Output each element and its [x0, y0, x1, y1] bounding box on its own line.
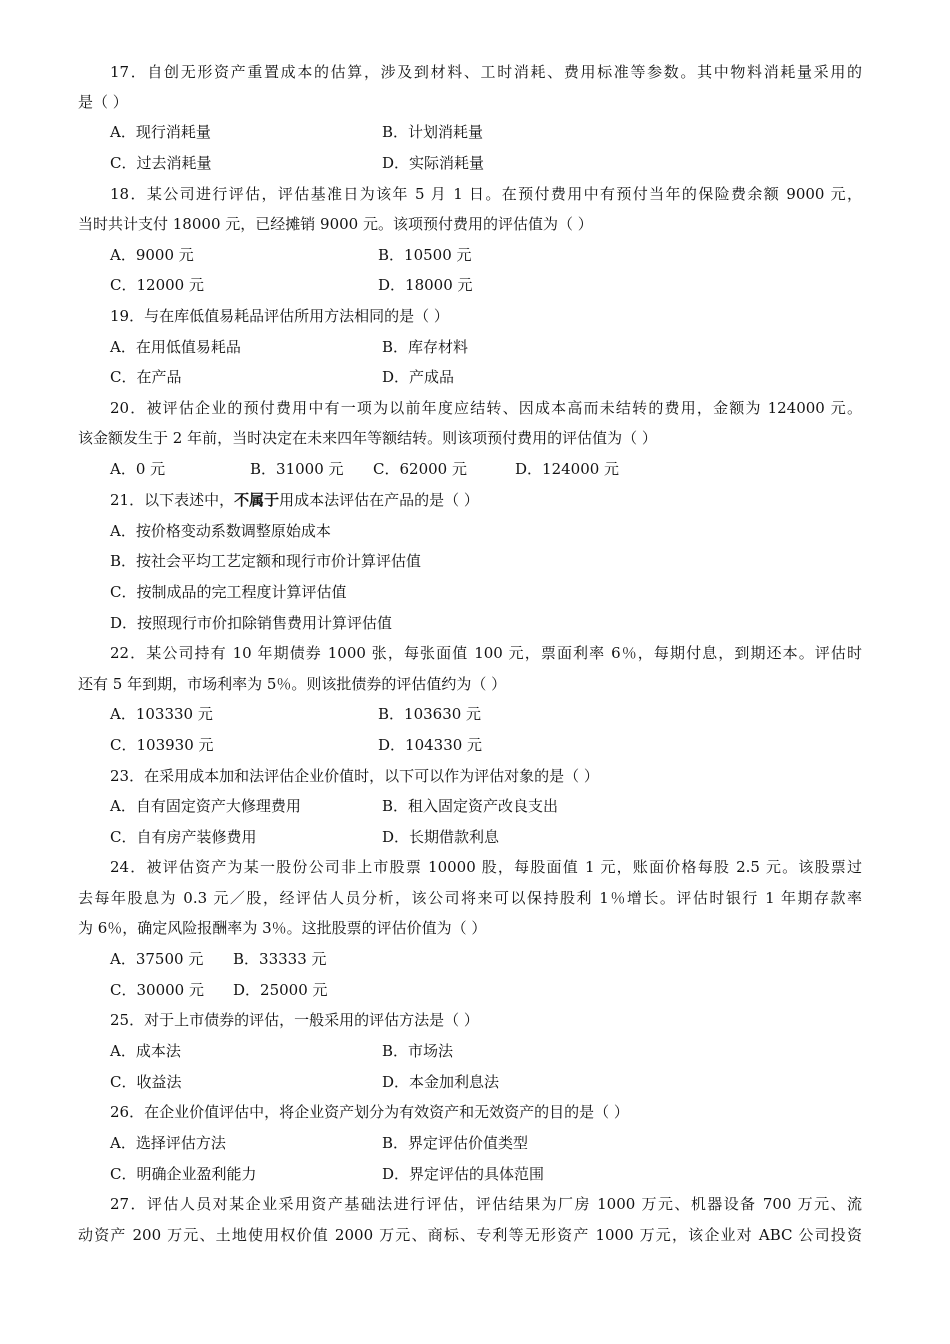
- q22-option-b: B．103630 元: [378, 705, 482, 723]
- q21-option-b: B．按社会平均工艺定额和现行市价计算评估值: [110, 552, 422, 570]
- q19-option-a: A．在用低值易耗品: [110, 338, 241, 356]
- question-22-text: 22．某公司持有 10 年期债券 1000 张，每张面值 100 元，票面利率 6％，每期付息，到期还本。评估时: [110, 644, 862, 662]
- q25-option-d: D．本金加利息法: [382, 1073, 500, 1091]
- question-24-text-cont2: 为 6％，确定风险报酬率为 3％。这批股票的评估价值为（ ）: [78, 919, 487, 937]
- q17-option-c: C．过去消耗量: [110, 154, 212, 172]
- question-20-text-cont: 该金额发生于 2 年前，当时决定在未来四年等额结转。则该项预付费用的评估值为（ ）: [78, 429, 657, 447]
- question-20-text: 20．被评估企业的预付费用中有一项为以前年度应结转、因成本高而未结转的费用，金额为 124000 元。: [110, 399, 862, 417]
- question-21-text-pre: 21．以下表述中，: [110, 491, 235, 509]
- q21-option-c: C．按制成品的完工程度计算评估值: [110, 583, 347, 601]
- q25-option-b: B．市场法: [382, 1042, 454, 1060]
- question-21-emphasis: 不属于: [234, 491, 280, 509]
- q26-option-d: D．界定评估的具体范围: [382, 1165, 545, 1183]
- q26-option-c: C．明确企业盈利能力: [110, 1165, 257, 1183]
- q26-option-b: B．界定评估价值类型: [382, 1134, 529, 1152]
- q19-option-d: D．产成品: [382, 368, 455, 386]
- q17-option-d: D．实际消耗量: [382, 154, 485, 172]
- q20-option-a: A．0 元: [110, 460, 166, 478]
- question-18-text: 18．某公司进行评估，评估基准日为该年 5 月 1 日。在预付费用中有预付当年的保险费余额 9000 元，: [110, 185, 862, 203]
- question-21-text-post: 用成本法评估在产品的是（ ）: [279, 491, 479, 509]
- q23-option-b: B．租入固定资产改良支出: [382, 797, 559, 815]
- question-22-text-cont: 还有 5 年到期，市场利率为 5％。则该批债券的评估值约为（ ）: [78, 675, 507, 693]
- question-23-text: 23．在采用成本加和法评估企业价值时，以下可以作为评估对象的是（ ）: [110, 767, 599, 785]
- question-24-text: 24．被评估资产为某一股份公司非上市股票 10000 股，每股面值 1 元，账面价格每股 2.5 元。该股票过: [110, 858, 862, 876]
- question-18-text-cont: 当时共计支付 18000 元，已经摊销 9000 元。该项预付费用的评估值为（ ）: [78, 215, 593, 233]
- q24-option-b: B．33333 元: [233, 950, 327, 968]
- q20-option-d: D．124000 元: [515, 460, 620, 478]
- q26-option-a: A．选择评估方法: [110, 1134, 226, 1152]
- question-19-text: 19．与在库低值易耗品评估所用方法相同的是（ ）: [110, 307, 449, 325]
- question-17-text-cont: 是（ ）: [78, 93, 128, 111]
- q17-option-b: B．计划消耗量: [382, 123, 484, 141]
- q20-option-b: B．31000 元: [250, 460, 344, 478]
- q24-option-c: C．30000 元: [110, 981, 204, 999]
- q22-option-d: D．104330 元: [378, 736, 483, 754]
- q21-option-d: D．按照现行市价扣除销售费用计算评估值: [110, 614, 393, 632]
- q22-option-c: C．103930 元: [110, 736, 214, 754]
- question-26-text: 26．在企业价值评估中，将企业资产划分为有效资产和无效资产的目的是（ ）: [110, 1103, 629, 1121]
- question-17-text: 17．自创无形资产重置成本的估算，涉及到材料、工时消耗、费用标准等参数。其中物料消耗量采用的: [110, 63, 862, 81]
- question-24-text-cont: 去每年股息为 0.3 元／股，经评估人员分析，该公司将来可以保持股利 1％增长。评估时银行 1 年期存款率: [78, 889, 862, 907]
- question-27-text: 27．评估人员对某企业采用资产基础法进行评估，评估结果为厂房 1000 万元、机器设备 700 万元、流: [110, 1195, 862, 1213]
- q25-option-c: C．收益法: [110, 1073, 182, 1091]
- q21-option-a: A．按价格变动系数调整原始成本: [110, 522, 331, 540]
- q23-option-c: C．自有房产装修费用: [110, 828, 257, 846]
- question-27-text-cont: 动资产 200 万元、土地使用权价值 2000 万元、商标、专利等无形资产 1000 万元，该企业对 ABC 公司投资: [78, 1226, 862, 1244]
- q24-option-a: A．37500 元: [110, 950, 204, 968]
- q17-option-a: A．现行消耗量: [110, 123, 211, 141]
- q18-option-a: A．9000 元: [110, 246, 194, 264]
- q19-option-b: B．库存材料: [382, 338, 469, 356]
- question-25-text: 25．对于上市债券的评估，一般采用的评估方法是（ ）: [110, 1011, 479, 1029]
- q24-option-d: D．25000 元: [233, 981, 328, 999]
- q18-option-c: C．12000 元: [110, 276, 204, 294]
- q23-option-a: A．自有固定资产大修理费用: [110, 797, 301, 815]
- question-21-text: [110, 490, 479, 510]
- q23-option-d: D．长期借款利息: [382, 828, 500, 846]
- q20-option-c: C．62000 元: [373, 460, 467, 478]
- q22-option-a: A．103330 元: [110, 705, 213, 723]
- q19-option-c: C．在产品: [110, 368, 182, 386]
- q25-option-a: A．成本法: [110, 1042, 181, 1060]
- q18-option-b: B．10500 元: [378, 246, 472, 264]
- q18-option-d: D．18000 元: [378, 276, 473, 294]
